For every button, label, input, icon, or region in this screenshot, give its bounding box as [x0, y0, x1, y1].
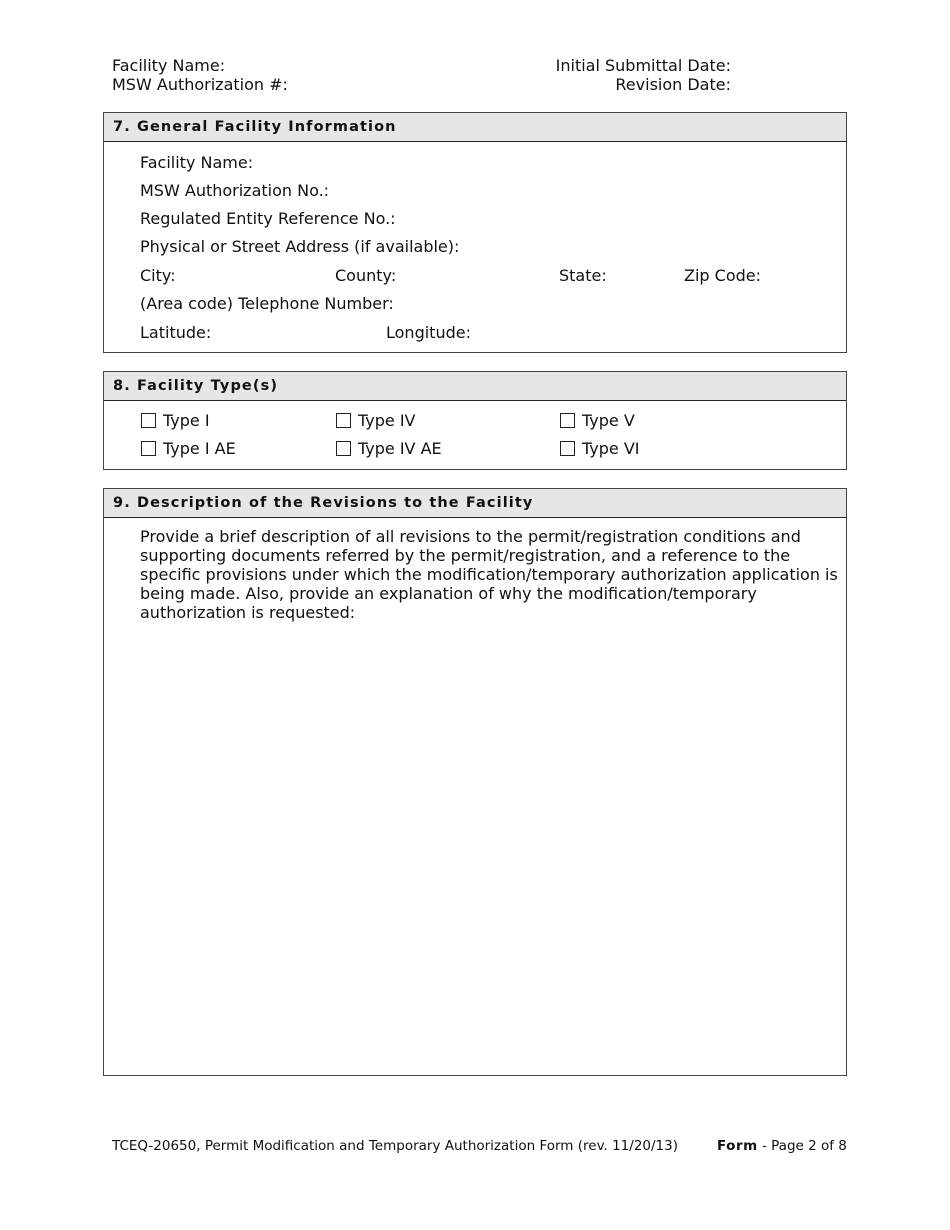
- type-vi-checkbox[interactable]: [560, 441, 575, 456]
- header-facility-name-label: Facility Name:: [112, 56, 226, 75]
- type-v-checkbox[interactable]: [560, 413, 575, 428]
- type-vi-option[interactable]: [560, 439, 640, 458]
- revision-description-instructions: Provide a brief description of all revisions to the permit/registration conditions and supporting documents referred by the permit/registration, and a reference to the specific provisions under which the modification/temporary authorization application is being made. Also, provide an explanation of why the modification/temporary authorization is requested:: [140, 527, 838, 622]
- state-field[interactable]: State:: [559, 266, 607, 285]
- section-general-facility-info: [103, 112, 847, 353]
- type-iv-label: Type IV: [358, 411, 416, 430]
- city-field[interactable]: City:: [140, 266, 176, 285]
- type-iv-ae-label: Type IV AE: [358, 439, 442, 458]
- telephone-field[interactable]: (Area code) Telephone Number:: [140, 294, 394, 313]
- section-revision-description: [103, 488, 847, 1076]
- type-iv-option[interactable]: [336, 411, 416, 430]
- header-initial-submittal-date-label: Initial Submittal Date:: [555, 56, 731, 75]
- footer-form-id: TCEQ-20650, Permit Modification and Temporary Authorization Form (rev. 11/20/13): [112, 1138, 678, 1154]
- section-7-title: 7. General Facility Information: [104, 113, 846, 142]
- section-facility-types: [103, 371, 847, 470]
- type-iv-ae-checkbox[interactable]: [336, 441, 351, 456]
- type-i-ae-option[interactable]: [141, 439, 236, 458]
- county-field[interactable]: County:: [335, 266, 397, 285]
- footer-page-info: [717, 1138, 847, 1154]
- section-8-title: 8. Facility Type(s): [104, 372, 846, 401]
- latitude-field[interactable]: Latitude:: [140, 323, 212, 342]
- type-v-option[interactable]: [560, 411, 635, 430]
- header-left: [112, 56, 288, 94]
- type-v-label: Type V: [582, 411, 635, 430]
- footer-form-label: Form: [717, 1138, 758, 1154]
- facility-name-field[interactable]: Facility Name:: [140, 153, 254, 172]
- regulated-entity-ref-field[interactable]: Regulated Entity Reference No.:: [140, 209, 396, 228]
- msw-authorization-no-field[interactable]: MSW Authorization No.:: [140, 181, 330, 200]
- zip-code-field[interactable]: Zip Code:: [684, 266, 761, 285]
- type-i-label: Type I: [163, 411, 210, 430]
- type-i-ae-label: Type I AE: [163, 439, 236, 458]
- header-right: [520, 56, 731, 94]
- type-i-option[interactable]: [141, 411, 210, 430]
- type-i-ae-checkbox[interactable]: [141, 441, 156, 456]
- type-vi-label: Type VI: [582, 439, 640, 458]
- type-i-checkbox[interactable]: [141, 413, 156, 428]
- longitude-field[interactable]: Longitude:: [386, 323, 471, 342]
- header-msw-authorization-label: MSW Authorization #:: [112, 75, 288, 94]
- footer-page-number: - Page 2 of 8: [757, 1138, 847, 1154]
- section-9-title: 9. Description of the Revisions to the Facility: [104, 489, 846, 518]
- type-iv-ae-option[interactable]: [336, 439, 442, 458]
- type-iv-checkbox[interactable]: [336, 413, 351, 428]
- physical-address-field[interactable]: Physical or Street Address (if available):: [140, 237, 460, 256]
- header-revision-date-label: Revision Date:: [615, 75, 731, 94]
